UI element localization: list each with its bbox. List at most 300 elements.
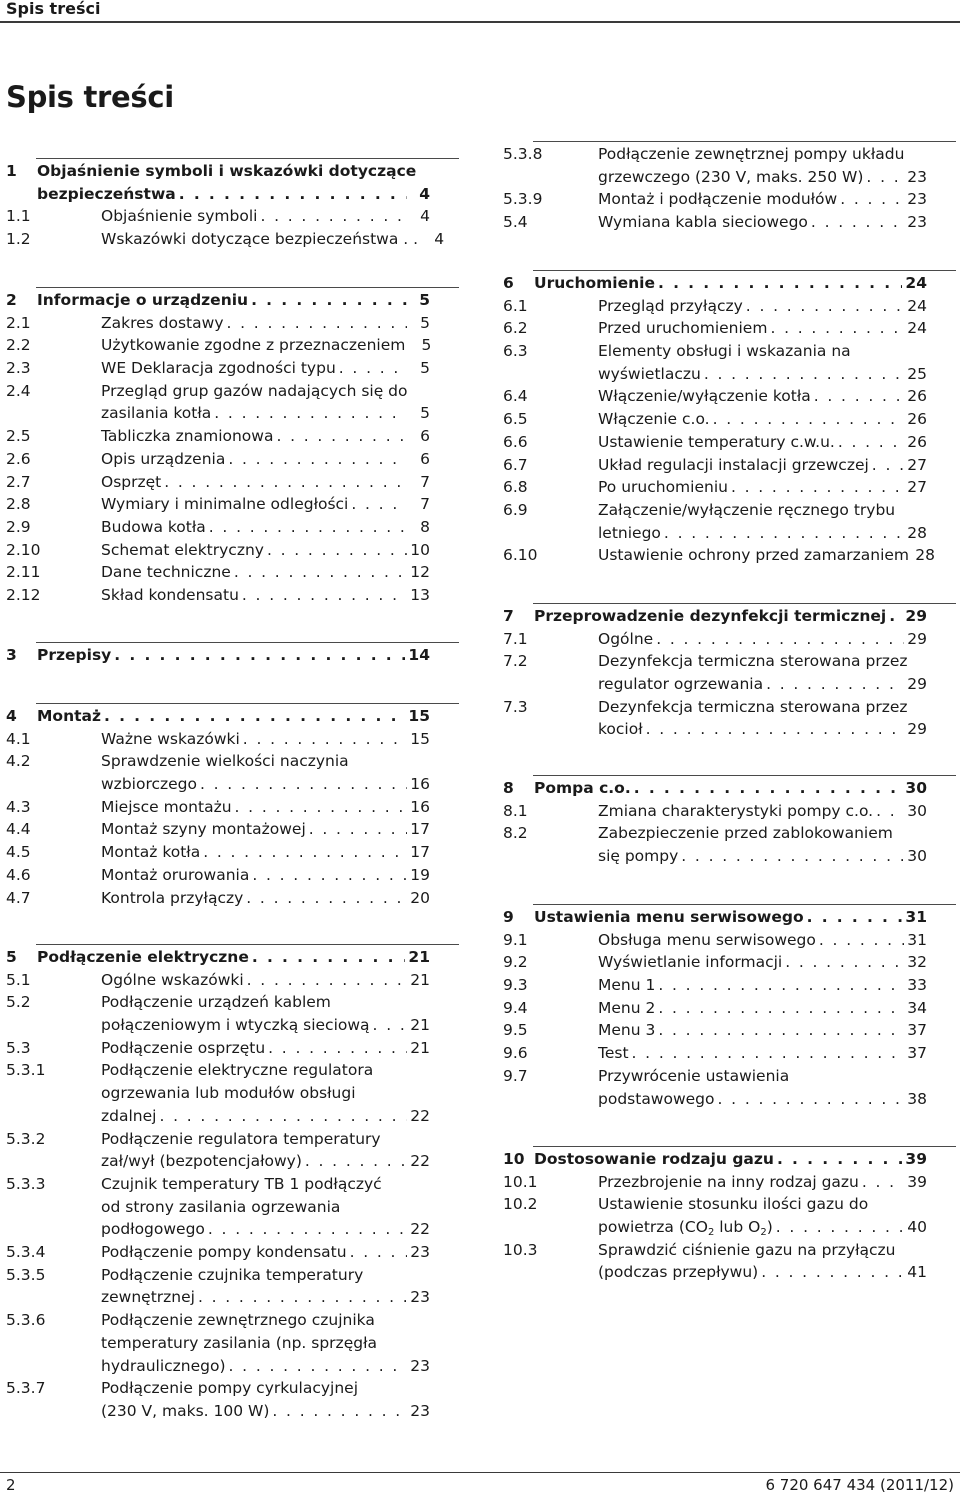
entry-title-lines xyxy=(598,340,928,363)
section-title: letniego xyxy=(598,523,661,542)
page-number: 31 xyxy=(907,930,927,949)
toc-subsection-entry[interactable] xyxy=(6,380,430,425)
section-number: 10.3 xyxy=(503,1240,538,1259)
page-number: 41 xyxy=(907,1263,927,1282)
section-number: 8.1 xyxy=(503,801,528,820)
dot-leader xyxy=(761,1261,904,1284)
dot-leader xyxy=(718,1088,904,1111)
toc-subsection-entry[interactable] xyxy=(6,1059,430,1127)
page-number: 29 xyxy=(905,606,927,625)
page-number: 29 xyxy=(907,675,927,694)
entry-leader-row xyxy=(598,431,927,454)
entry-leader-row xyxy=(101,334,430,357)
section-number: 9.2 xyxy=(503,953,528,972)
page-number: 14 xyxy=(408,645,430,664)
entry-title-lines xyxy=(598,822,928,845)
chapter-number: 7 xyxy=(503,607,514,625)
toc-section-block xyxy=(503,906,927,1110)
page-number: 28 xyxy=(915,546,936,565)
entry-leader-row xyxy=(598,363,927,386)
page-number: 30 xyxy=(907,847,927,866)
section-number: 9.7 xyxy=(503,1066,528,1085)
entry-title-line: Podłączenie elektryczne regulatora xyxy=(101,1061,374,1080)
entry-leader-row xyxy=(101,471,430,494)
entry-leader-row xyxy=(598,385,927,408)
toc-subsection-entry[interactable] xyxy=(6,471,430,494)
dot-leader xyxy=(350,1241,407,1264)
toc-subsection-entry[interactable] xyxy=(503,628,927,651)
entry-leader-row xyxy=(101,773,430,796)
page-number: 19 xyxy=(410,865,430,884)
toc-chapter-entry[interactable] xyxy=(6,644,430,667)
section-title: Zakres dostawy xyxy=(101,313,224,332)
entry-title-line: temperatury zasilania (np. sprzęgła xyxy=(101,1333,377,1352)
page-number: 12 xyxy=(410,563,430,582)
section-title: Obsługa menu serwisowego xyxy=(598,930,816,949)
section-number: 6.9 xyxy=(503,500,528,519)
toc-subsection-entry[interactable] xyxy=(503,1171,927,1194)
page-number: 17 xyxy=(410,820,430,839)
toc-subsection-entry[interactable] xyxy=(503,454,927,477)
entry-leader-row xyxy=(101,1355,430,1378)
chapter-title: Przeprowadzenie dezynfekcji termicznej xyxy=(534,606,887,625)
entry-title-lines xyxy=(598,499,928,522)
dot-leader xyxy=(766,673,904,696)
section-title: hydraulicznego) xyxy=(101,1356,226,1375)
entry-leader-row xyxy=(598,408,927,431)
toc-subsection-entry[interactable] xyxy=(6,228,445,251)
toc-section-block xyxy=(503,143,927,234)
section-title: Włączenie/wyłączenie kotła xyxy=(598,387,811,406)
entry-title-line: Podłączenie zewnętrznej pompy układu xyxy=(598,145,905,163)
toc-subsection-entry[interactable] xyxy=(6,357,430,380)
toc-chapter-entry[interactable] xyxy=(503,1148,927,1171)
section-number: 5.3.1 xyxy=(6,1061,46,1080)
entry-title-lines xyxy=(101,750,431,773)
section-title: Budowa kotła xyxy=(101,517,206,536)
entry-leader-row xyxy=(101,1037,430,1060)
page-number: 22 xyxy=(410,1152,430,1171)
page-number: 5 xyxy=(420,359,430,378)
dot-leader xyxy=(114,644,405,667)
dot-leader xyxy=(272,1400,407,1423)
entry-leader-row xyxy=(101,818,430,841)
entry-title-line: Podłączenie czujnika temperatury xyxy=(101,1265,364,1284)
toc-subsection-entry[interactable] xyxy=(503,340,927,385)
dot-leader xyxy=(242,584,407,607)
entry-title-line: Sprawdzić ciśnienie gazu na przyłączu xyxy=(598,1240,896,1259)
dot-leader xyxy=(658,997,904,1020)
section-title: zał/wył (bezpotencjałowy) xyxy=(101,1152,302,1171)
section-number: 2.7 xyxy=(6,472,31,491)
page-number: 20 xyxy=(410,888,430,907)
footer-document-code: 6 720 647 434 (2011/12) xyxy=(765,1476,954,1494)
toc-subsection-entry[interactable] xyxy=(503,385,927,408)
toc-subsection-entry[interactable] xyxy=(6,1037,430,1060)
dot-leader xyxy=(838,431,904,454)
toc-subsection-entry[interactable] xyxy=(503,188,927,211)
entry-leader-row xyxy=(598,673,927,696)
dot-leader xyxy=(373,1014,407,1037)
dot-leader xyxy=(267,539,407,562)
toc-subsection-entry[interactable] xyxy=(503,476,927,499)
section-title: Montaż kotła xyxy=(101,843,201,862)
toc-subsection-entry[interactable] xyxy=(503,499,927,544)
section-number: 6.10 xyxy=(503,546,538,565)
dot-leader xyxy=(209,516,407,539)
dot-leader xyxy=(203,841,407,864)
page-number: 7 xyxy=(420,495,430,514)
toc-subsection-entry[interactable] xyxy=(6,1241,430,1264)
page-number: 21 xyxy=(410,1038,430,1057)
toc-subsection-entry[interactable] xyxy=(6,493,430,516)
entry-leader-row xyxy=(101,1400,430,1423)
chapter-number: 2 xyxy=(6,291,17,309)
toc-subsection-entry[interactable] xyxy=(6,1173,430,1241)
toc-subsection-entry[interactable] xyxy=(503,650,927,695)
toc-subsection-entry[interactable] xyxy=(503,974,927,997)
page-number: 27 xyxy=(907,478,927,497)
entry-leader-row xyxy=(37,289,430,312)
page-number: 25 xyxy=(907,364,927,383)
entry-leader-row xyxy=(598,454,927,477)
chapter-title: Przepisy xyxy=(37,645,112,664)
toc-subsection-entry[interactable] xyxy=(503,211,927,234)
toc-subsection-entry[interactable] xyxy=(6,448,430,471)
section-title: Ważne wskazówki xyxy=(101,729,240,748)
section-number: 2.10 xyxy=(6,540,41,559)
entry-leader-row xyxy=(37,946,430,969)
entry-leader-row xyxy=(101,728,430,751)
toc-subsection-entry[interactable] xyxy=(503,997,927,1020)
chapter-number: 1 xyxy=(6,162,17,180)
toc-subsection-entry[interactable] xyxy=(6,728,430,751)
section-title: podłogowego xyxy=(101,1220,205,1239)
entry-title-line: Dezynfekcja termiczna sterowana przez xyxy=(598,652,908,671)
toc-subsection-entry[interactable] xyxy=(6,425,430,448)
dot-leader xyxy=(785,951,904,974)
toc-subsection-entry[interactable] xyxy=(6,312,430,335)
toc-subsection-entry[interactable] xyxy=(503,822,927,867)
page-number: 5 xyxy=(419,290,430,309)
entry-leader-row xyxy=(101,425,430,448)
page-number: 7 xyxy=(420,472,430,491)
toc-chapter-entry[interactable] xyxy=(503,906,927,929)
page-number: 23 xyxy=(410,1288,430,1307)
page-number: 23 xyxy=(907,190,927,209)
section-number: 4.4 xyxy=(6,820,31,839)
dot-leader xyxy=(814,385,904,408)
toc-subsection-entry[interactable] xyxy=(503,1042,927,1065)
toc-subsection-entry[interactable] xyxy=(503,431,927,454)
dot-leader xyxy=(770,317,904,340)
section-title: Ustawienie ochrony przed zamarzaniem xyxy=(598,546,910,565)
toc-chapter-entry[interactable] xyxy=(6,289,430,312)
toc-subsection-entry[interactable] xyxy=(503,317,927,340)
toc-subsection-entry[interactable] xyxy=(503,1019,927,1042)
section-number: 5.2 xyxy=(6,993,31,1012)
page-number: 23 xyxy=(907,167,927,186)
toc-chapter-entry[interactable] xyxy=(6,705,430,728)
entry-title-line: Ustawienie stosunku ilości gazu do xyxy=(598,1195,869,1214)
dot-leader xyxy=(234,561,407,584)
section-number: 1.1 xyxy=(6,207,31,226)
dot-leader xyxy=(243,728,407,751)
page-number: 39 xyxy=(907,1172,927,1191)
entry-leader-row xyxy=(598,476,927,499)
section-title: Ustawienie temperatury c.w.u. xyxy=(598,432,835,451)
dot-leader xyxy=(251,289,407,312)
entry-leader-row xyxy=(101,516,430,539)
entry-leader-row xyxy=(101,205,430,228)
toc-subsection-entry[interactable] xyxy=(503,143,927,188)
entry-title-lines xyxy=(101,1309,431,1354)
entry-leader-row xyxy=(598,295,927,318)
section-title: WE Deklaracja zgodności typu xyxy=(101,359,336,378)
entry-leader-row xyxy=(101,969,430,992)
entry-leader-row xyxy=(101,1241,430,1264)
dot-leader xyxy=(164,471,407,494)
section-title: Ogólne xyxy=(598,629,654,648)
section-number: 2.1 xyxy=(6,313,31,332)
page-number: 4 xyxy=(419,184,430,203)
dot-leader xyxy=(339,357,407,380)
entry-title-line: Objaśnienie symboli i wskazówki dotyczące xyxy=(37,162,417,180)
section-title: zdalnej xyxy=(101,1106,157,1125)
toc-subsection-entry[interactable] xyxy=(503,800,927,823)
toc-subsection-entry[interactable] xyxy=(6,1309,430,1377)
entry-leader-row xyxy=(534,777,927,800)
toc-chapter-entry[interactable] xyxy=(6,160,430,205)
dot-leader xyxy=(252,864,407,887)
toc-subsection-entry[interactable] xyxy=(503,929,927,952)
page-title: Spis treści xyxy=(6,80,174,114)
page-number: 10 xyxy=(410,540,430,559)
toc-subsection-entry[interactable] xyxy=(503,1065,927,1110)
section-number: 5.3.5 xyxy=(6,1265,46,1284)
toc-subsection-entry[interactable] xyxy=(503,408,927,431)
page-number: 32 xyxy=(907,953,927,972)
entry-title-lines xyxy=(101,1128,431,1151)
dot-leader xyxy=(889,605,902,628)
entry-title-lines xyxy=(598,696,928,719)
section-title: Przed uruchomieniem xyxy=(598,319,768,338)
section-number: 5.3.2 xyxy=(6,1129,46,1148)
dot-leader xyxy=(351,493,407,516)
section-number: 1.2 xyxy=(6,230,31,249)
page-number: 6 xyxy=(420,427,430,446)
entry-leader-row xyxy=(598,1216,927,1239)
toc-section-block xyxy=(6,289,430,607)
entry-leader-row xyxy=(598,1042,927,1065)
page-number: 21 xyxy=(408,947,430,966)
toc-subsection-entry[interactable] xyxy=(6,796,430,819)
page-number: 38 xyxy=(907,1089,927,1108)
dot-leader xyxy=(776,1216,904,1239)
toc-subsection-entry[interactable] xyxy=(6,1128,430,1173)
entry-leader-row xyxy=(598,628,927,651)
section-title: Opis urządzenia xyxy=(101,449,226,468)
entry-title-line: Podłączenie pompy cyrkulacyjnej xyxy=(101,1379,359,1398)
dot-leader xyxy=(246,887,407,910)
section-title: Podłączenie pompy kondensatu xyxy=(101,1243,347,1262)
entry-leader-row xyxy=(101,1105,430,1128)
page-number: 17 xyxy=(410,843,430,862)
dot-leader xyxy=(704,363,904,386)
section-title: Objaśnienie symboli xyxy=(101,207,258,226)
section-title: (230 V, maks. 100 W) xyxy=(101,1401,270,1420)
section-number: 5.3 xyxy=(6,1038,31,1057)
dot-leader xyxy=(658,1019,904,1042)
entry-title-lines xyxy=(101,1264,431,1287)
toc-chapter-entry[interactable] xyxy=(503,605,927,628)
dot-leader xyxy=(228,448,407,471)
section-number: 10.2 xyxy=(503,1195,538,1214)
chapter-number: 8 xyxy=(503,779,514,797)
toc-subsection-entry[interactable] xyxy=(6,334,430,357)
page-number: 30 xyxy=(905,778,927,797)
page-number: 23 xyxy=(410,1401,430,1420)
entry-title-line: Podłączenie regulatora temperatury xyxy=(101,1129,381,1148)
chapter-number: 10 xyxy=(503,1150,525,1168)
dot-leader xyxy=(819,929,904,952)
entry-leader-row xyxy=(598,1019,927,1042)
section-number: 2.9 xyxy=(6,517,31,536)
page-number: 24 xyxy=(905,273,927,292)
toc-subsection-entry[interactable] xyxy=(503,951,927,974)
toc-subsection-entry[interactable] xyxy=(6,516,430,539)
section-title: Wyświetlanie informacji xyxy=(598,953,783,972)
section-rule xyxy=(36,287,459,288)
section-rule xyxy=(36,642,459,643)
dot-leader xyxy=(305,1150,407,1173)
page-number: 8 xyxy=(420,517,430,536)
page-number: 23 xyxy=(410,1243,430,1262)
entry-leader-row xyxy=(101,1014,430,1037)
dot-leader xyxy=(268,1037,407,1060)
section-title: (podczas przepływu) xyxy=(598,1263,759,1282)
dot-leader xyxy=(876,800,904,823)
dot-leader xyxy=(260,205,407,228)
section-number: 5.3.3 xyxy=(6,1174,46,1193)
section-title: zewnętrznej xyxy=(101,1288,195,1307)
entry-leader-row xyxy=(598,845,927,868)
page-number: 40 xyxy=(907,1218,927,1237)
toc-subsection-entry[interactable] xyxy=(6,864,430,887)
section-number: 4.6 xyxy=(6,865,31,884)
section-title: Podłączenie osprzętu xyxy=(101,1038,266,1057)
dot-leader xyxy=(179,183,407,206)
entry-leader-row xyxy=(598,544,936,567)
page-number: 15 xyxy=(410,729,430,748)
entry-leader-row xyxy=(598,718,927,741)
toc-subsection-entry[interactable] xyxy=(6,1377,430,1422)
section-number: 4.2 xyxy=(6,752,31,771)
chapter-title: Informacje o urządzeniu xyxy=(37,290,249,309)
section-title: Przegląd przyłączy xyxy=(598,296,743,315)
section-title: Menu 2 xyxy=(598,998,656,1017)
toc-chapter-entry[interactable] xyxy=(6,946,430,969)
section-number: 2.12 xyxy=(6,585,41,604)
dot-leader xyxy=(632,1042,904,1065)
toc-subsection-entry[interactable] xyxy=(6,561,430,584)
chapter-title: Pompa c.o. xyxy=(534,778,631,797)
section-title: powietrza ($CO_2$ lub $O_2$) xyxy=(598,1218,773,1239)
toc-subsection-entry[interactable] xyxy=(6,205,430,228)
toc-section-block xyxy=(6,160,445,251)
dot-leader xyxy=(309,818,407,841)
section-title: grzewczego (230 V, maks. 250 W) xyxy=(598,167,864,186)
entry-leader-row xyxy=(598,522,927,545)
dot-leader xyxy=(198,1286,407,1309)
page-number: 22 xyxy=(410,1106,430,1125)
toc-chapter-entry[interactable] xyxy=(503,777,927,800)
toc-subsection-entry[interactable] xyxy=(6,818,430,841)
section-title: Wskazówki dotyczące bezpieczeństwa . . xyxy=(101,230,419,249)
section-number: 5.3.8 xyxy=(503,145,543,163)
chapter-number: 4 xyxy=(6,707,17,725)
section-number: 5.3.9 xyxy=(503,190,543,209)
toc-subsection-entry[interactable] xyxy=(6,1264,430,1309)
toc-subsection-entry[interactable] xyxy=(503,544,936,567)
toc-chapter-entry[interactable] xyxy=(503,272,927,295)
page-number: 30 xyxy=(907,801,927,820)
section-number: 4.3 xyxy=(6,797,31,816)
section-number: 5.3.6 xyxy=(6,1311,46,1330)
section-number: 2.3 xyxy=(6,359,31,378)
section-title: Przezbrojenie na inny rodzaj gazu xyxy=(598,1172,859,1191)
section-number: 7.1 xyxy=(503,629,528,648)
section-title: Użytkowanie zgodne z przeznaczeniem xyxy=(101,336,406,355)
dot-leader xyxy=(807,906,903,929)
toc-subsection-entry[interactable] xyxy=(503,295,927,318)
section-number: 7.2 xyxy=(503,652,528,671)
section-number: 6.5 xyxy=(503,410,528,429)
section-number: 6.6 xyxy=(503,432,528,451)
toc-subsection-entry[interactable] xyxy=(6,584,430,607)
page-number: 37 xyxy=(907,1044,927,1063)
toc-subsection-entry[interactable] xyxy=(6,969,430,992)
entry-leader-row xyxy=(598,1088,927,1111)
toc-subsection-entry[interactable] xyxy=(6,841,430,864)
entry-title-lines xyxy=(598,1239,928,1262)
toc-subsection-entry[interactable] xyxy=(6,991,430,1036)
section-number: 4.7 xyxy=(6,888,31,907)
toc-subsection-entry[interactable] xyxy=(6,887,430,910)
page-number: 21 xyxy=(410,1016,430,1035)
entry-title-line: od strony zasilania ogrzewania xyxy=(101,1197,341,1216)
toc-subsection-entry[interactable] xyxy=(6,750,430,795)
toc-subsection-entry[interactable] xyxy=(503,696,927,741)
dot-leader xyxy=(276,425,407,448)
section-title: Osprzęt xyxy=(101,472,162,491)
chapter-title: Montaż xyxy=(37,706,101,725)
section-title: połączeniowym i wtyczką sieciową xyxy=(101,1016,370,1035)
toc-subsection-entry[interactable] xyxy=(503,1193,927,1238)
toc-subsection-entry[interactable] xyxy=(503,1239,927,1284)
footer-page-number: 2 xyxy=(6,1476,16,1494)
toc-subsection-entry[interactable] xyxy=(6,539,430,562)
chapter-number: 3 xyxy=(6,646,17,664)
running-title: Spis treści xyxy=(6,0,101,18)
page-number: 23 xyxy=(410,1356,430,1375)
entry-title-lines xyxy=(101,1377,431,1400)
section-number: 9.6 xyxy=(503,1044,528,1063)
section-number: 6.8 xyxy=(503,478,528,497)
entry-leader-row xyxy=(534,272,927,295)
page-number: 5 xyxy=(421,336,432,355)
dot-leader xyxy=(634,777,903,800)
